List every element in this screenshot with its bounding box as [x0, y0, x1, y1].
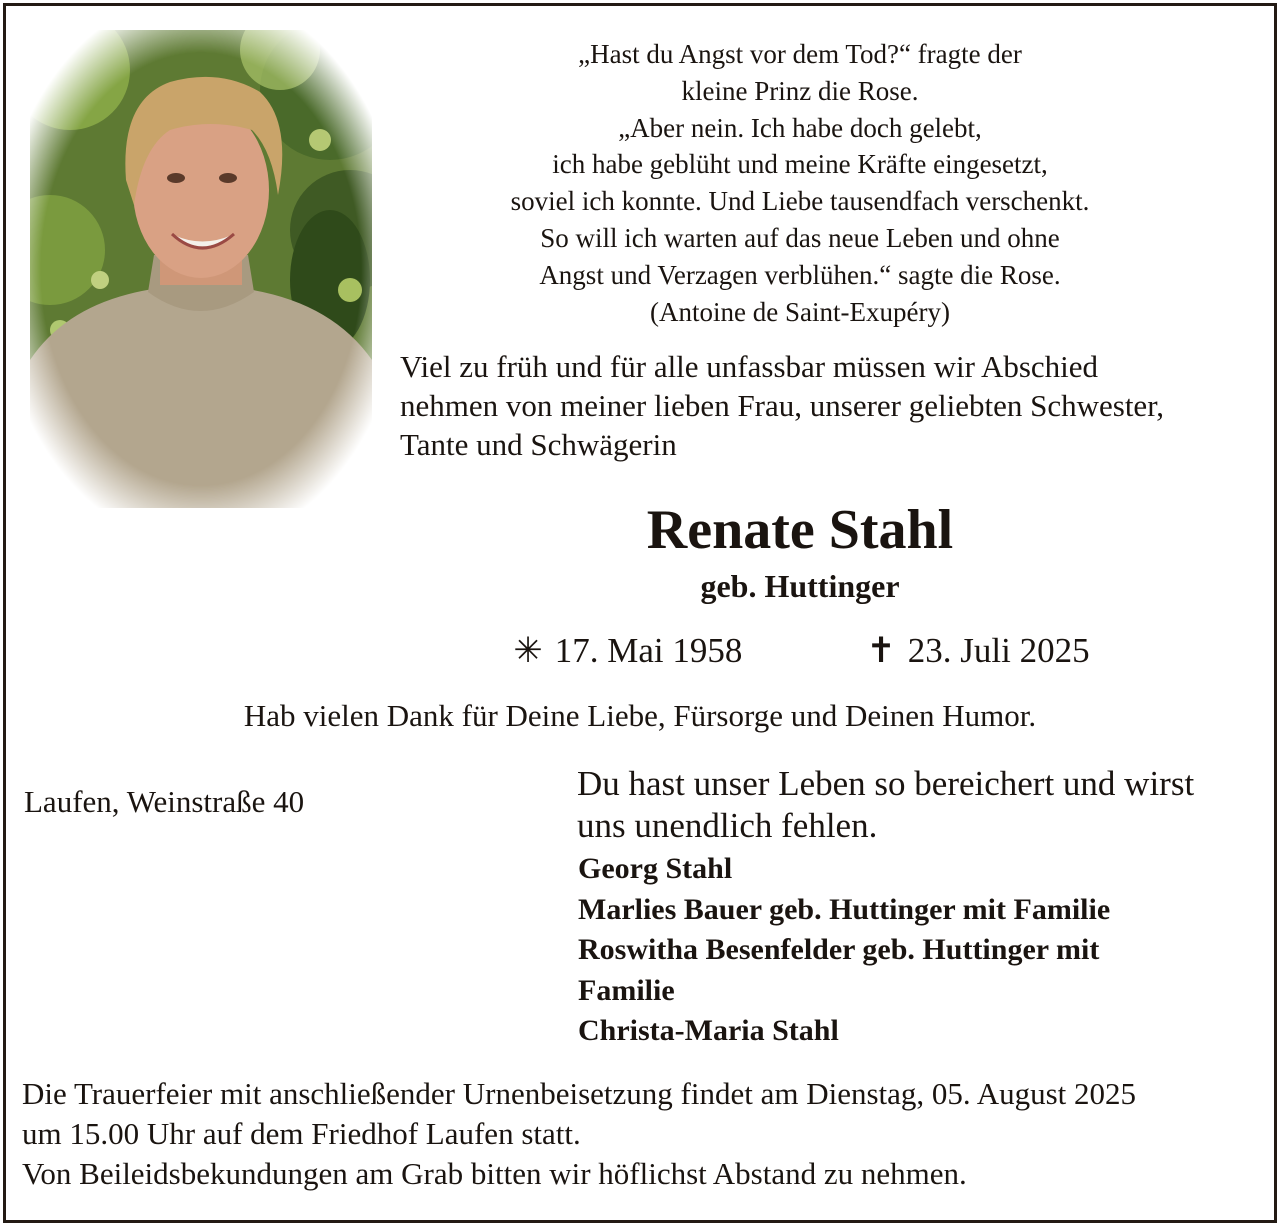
intro-line: Viel zu früh und für alle unfassbar müssen wir Abschied	[400, 349, 1099, 384]
poem-attribution: (Antoine de Saint-Exupéry)	[650, 296, 950, 327]
funeral-line: Von Beileidsbekundungen am Grab bitten wir höflichst Abstand zu nehmen.	[22, 1156, 967, 1191]
signer: Roswitha Besenfelder geb. Huttinger mit	[578, 933, 1100, 967]
signer: Georg Stahl	[578, 852, 733, 885]
poem-line: ich habe geblüht und meine Kräfte eingesetzt,	[552, 149, 1048, 180]
signer: Marlies Bauer geb. Huttinger mit Familie	[578, 892, 1111, 926]
death-cross-icon: ✝	[866, 631, 896, 670]
death-date-text: 23. Juli 2025	[907, 631, 1090, 670]
death-date	[863, 628, 1090, 674]
intro-line: nehmen von meiner lieben Frau, unserer geliebten Schwester,	[400, 388, 1165, 423]
message-line: Du hast unser Leben so bereichert und wirst	[577, 764, 1195, 803]
message-line: uns unendlich fehlen.	[577, 806, 878, 845]
portrait-photo	[30, 30, 372, 508]
birth-date	[510, 628, 742, 674]
thanks-line: Hab vielen Dank für Deine Liebe, Fürsorge und Deinen Humor.	[243, 698, 1037, 733]
poem-line: kleine Prinz die Rose.	[681, 75, 919, 106]
life-dates	[400, 628, 1200, 674]
funeral-line: um 15.00 Uhr auf dem Friedhof Laufen statt.	[22, 1116, 581, 1151]
intro-text	[400, 347, 1270, 464]
signer: Familie	[578, 973, 675, 1007]
farewell-message	[577, 763, 1267, 847]
address: Laufen, Weinstraße 40	[24, 784, 305, 819]
deceased-name: Renate Stahl	[646, 499, 954, 561]
poem-line: So will ich warten auf das neue Leben und ohne	[540, 222, 1060, 253]
poem-line: soviel ich konnte. Und Liebe tausendfach verschenkt.	[510, 186, 1090, 217]
funeral-line: Die Trauerfeier mit anschließender Urnenbeisetzung findet am Dienstag, 05. August 2025	[22, 1076, 1137, 1111]
intro-line: Tante und Schwägerin	[400, 427, 677, 462]
maiden-name: geb. Huttinger	[700, 568, 900, 604]
poem-quote	[400, 36, 1200, 330]
poem-line: „Aber nein. Ich habe doch gelebt,	[618, 112, 982, 143]
funeral-notice	[22, 1074, 1272, 1194]
poem-line: Angst und Verzagen verblühen.“ sagte die Rose.	[539, 259, 1061, 290]
signer: Christa-Maria Stahl	[578, 1014, 839, 1048]
signers-list	[578, 849, 1268, 1052]
birth-star-icon: ✳	[513, 631, 543, 670]
birth-date-text: 17. Mai 1958	[554, 631, 743, 670]
poem-line: „Hast du Angst vor dem Tod?“ fragte der	[578, 39, 1022, 69]
